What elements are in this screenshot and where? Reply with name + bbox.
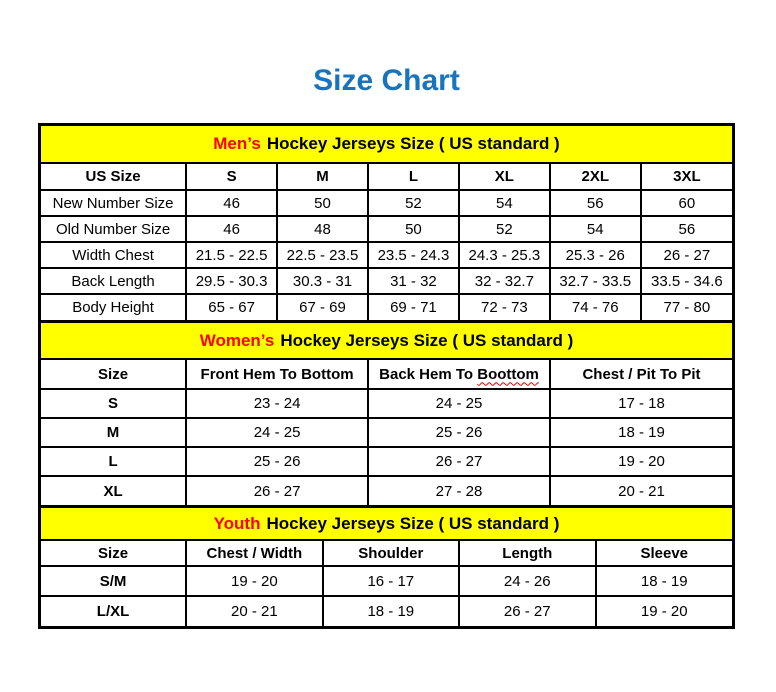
size-value-cell: 22.5 - 23.5 [277, 242, 368, 268]
youth-heading-text: Hockey Jerseys Size ( US standard ) [266, 513, 560, 533]
row-label: S [41, 389, 186, 418]
column-header [368, 360, 550, 389]
column-header: 3XL [641, 164, 732, 190]
table-row [41, 216, 732, 242]
size-value-cell: 19 - 20 [596, 596, 732, 626]
size-value-cell: 69 - 71 [368, 294, 459, 320]
size-value-cell: 54 [459, 190, 550, 216]
size-value-cell: 74 - 76 [550, 294, 641, 320]
table-row [41, 242, 732, 268]
size-value-cell: 24 - 25 [368, 389, 550, 418]
size-value-cell: 77 - 80 [641, 294, 732, 320]
row-label: Width Chest [41, 242, 186, 268]
size-value-cell: 24 - 25 [186, 418, 368, 447]
size-value-cell: 19 - 20 [186, 566, 322, 596]
size-value-cell: 65 - 67 [186, 294, 277, 320]
row-label: L/XL [41, 596, 186, 626]
row-label: L [41, 447, 186, 476]
mens-header-row [41, 164, 732, 190]
row-label: S/M [41, 566, 186, 596]
size-value-cell: 46 [186, 190, 277, 216]
womens-header-row [41, 360, 732, 389]
row-label: Old Number Size [41, 216, 186, 242]
page-title: Size Chart [313, 64, 460, 97]
size-value-cell: 18 - 19 [596, 566, 732, 596]
size-value-cell: 20 - 21 [550, 476, 732, 505]
table-row [41, 566, 732, 596]
youth-size-table [41, 541, 732, 626]
size-value-cell: 26 - 27 [459, 596, 595, 626]
size-value-cell: 23 - 24 [186, 389, 368, 418]
row-label: Body Height [41, 294, 186, 320]
size-value-cell: 56 [641, 216, 732, 242]
column-header: Chest / Width [186, 541, 322, 566]
size-value-cell: 52 [368, 190, 459, 216]
table-row [41, 389, 732, 418]
womens-heading-highlight: Women’s [199, 330, 275, 350]
column-header: M [277, 164, 368, 190]
row-label: XL [41, 476, 186, 505]
youth-section-heading [41, 505, 732, 541]
size-value-cell: 24.3 - 25.3 [459, 242, 550, 268]
size-value-cell: 20 - 21 [186, 596, 322, 626]
size-value-cell: 26 - 27 [186, 476, 368, 505]
size-value-cell: 50 [368, 216, 459, 242]
column-header-text: Back Hem To [379, 365, 474, 383]
size-value-cell: 17 - 18 [550, 389, 732, 418]
size-value-cell: 25.3 - 26 [550, 242, 641, 268]
column-header: Shoulder [323, 541, 459, 566]
size-value-cell: 31 - 32 [368, 268, 459, 294]
column-header: Size [98, 544, 129, 562]
size-value-cell: 33.5 - 34.6 [641, 268, 732, 294]
size-value-cell: 27 - 28 [368, 476, 550, 505]
column-header: S [186, 164, 277, 190]
size-value-cell: 18 - 19 [550, 418, 732, 447]
womens-heading-text: Hockey Jerseys Size ( US standard ) [280, 330, 574, 350]
size-value-cell: 18 - 19 [323, 596, 459, 626]
mens-size-table [41, 164, 732, 320]
column-header: US Size [85, 168, 141, 185]
size-value-cell: 25 - 26 [368, 418, 550, 447]
size-chart-container [38, 123, 735, 629]
table-row [41, 268, 732, 294]
size-value-cell: 25 - 26 [186, 447, 368, 476]
column-header: Size [98, 365, 129, 383]
size-value-cell: 24 - 26 [459, 566, 595, 596]
size-value-cell: 54 [550, 216, 641, 242]
size-value-cell: 56 [550, 190, 641, 216]
table-row [41, 476, 732, 505]
size-value-cell: 50 [277, 190, 368, 216]
size-value-cell: 46 [186, 216, 277, 242]
womens-section-heading [41, 320, 732, 360]
table-row [41, 190, 732, 216]
column-header: Chest / Pit To Pit [550, 360, 732, 389]
size-value-cell: 26 - 27 [368, 447, 550, 476]
size-value-cell: 32.7 - 33.5 [550, 268, 641, 294]
size-value-cell: 67 - 69 [277, 294, 368, 320]
column-header: L [368, 164, 459, 190]
mens-heading-highlight: Men’s [213, 134, 261, 153]
size-value-cell: 16 - 17 [323, 566, 459, 596]
column-header: Front Hem To Bottom [186, 360, 368, 389]
row-label: New Number Size [41, 190, 186, 216]
mens-section-heading [41, 126, 732, 164]
size-value-cell: 21.5 - 22.5 [186, 242, 277, 268]
table-row [41, 294, 732, 320]
mens-heading-text: Hockey Jerseys Size ( US standard ) [266, 134, 560, 153]
youth-heading-highlight: Youth [213, 513, 261, 533]
column-header: Length [459, 541, 595, 566]
row-label: M [41, 418, 186, 447]
youth-header-row [41, 541, 732, 566]
table-row [41, 596, 732, 626]
table-row [41, 447, 732, 476]
size-value-cell: 72 - 73 [459, 294, 550, 320]
size-value-cell: 52 [459, 216, 550, 242]
size-value-cell: 32 - 32.7 [459, 268, 550, 294]
womens-size-table [41, 360, 732, 505]
size-value-cell: 19 - 20 [550, 447, 732, 476]
size-value-cell: 26 - 27 [641, 242, 732, 268]
size-value-cell: 29.5 - 30.3 [186, 268, 277, 294]
size-value-cell: 48 [277, 216, 368, 242]
size-value-cell: 60 [641, 190, 732, 216]
size-value-cell: 30.3 - 31 [277, 268, 368, 294]
column-header: 2XL [550, 164, 641, 190]
column-header: Sleeve [596, 541, 732, 566]
size-value-cell: 23.5 - 24.3 [368, 242, 459, 268]
row-label: Back Length [41, 268, 186, 294]
column-header: XL [459, 164, 550, 190]
table-row [41, 418, 732, 447]
misspelled-word: Boottom [477, 365, 539, 383]
